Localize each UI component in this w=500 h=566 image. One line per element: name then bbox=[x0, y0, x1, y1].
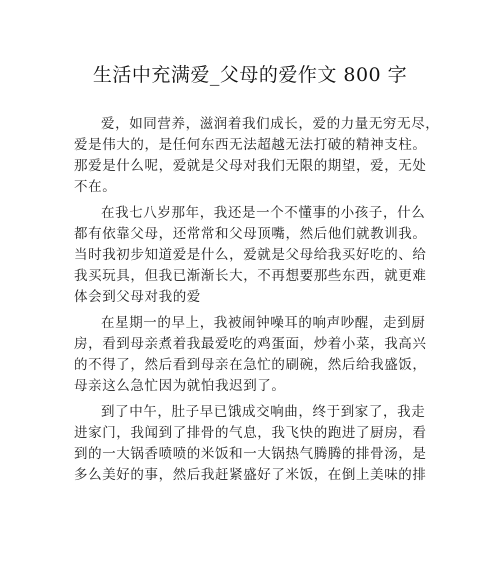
text-line: 我买玩具，但我已渐渐长大，不再想要那些东西，就更难 bbox=[74, 268, 427, 284]
text-line: 都有依靠父母，还常常和父母顶嘴，然后他们就教训我。 bbox=[74, 226, 427, 242]
text-line: 的不得了，然后看到母亲在急忙的刷碗，然后给我盛饭， bbox=[74, 357, 427, 373]
text-line: 不在。 bbox=[74, 179, 117, 195]
text-line: 在我七八岁那年，我还是一个不懂事的小孩子，什么 bbox=[101, 205, 426, 221]
document-title: 生活中充满爱_父母的爱作文 800 字 bbox=[92, 64, 408, 86]
document-body bbox=[74, 114, 440, 486]
paragraph bbox=[74, 203, 434, 308]
paragraph bbox=[74, 114, 440, 198]
paragraph bbox=[74, 402, 434, 486]
text-line: 到了中午，肚子早已饿成交响曲，终于到家了，我走 bbox=[101, 404, 426, 420]
text-line: 多么美好的事，然后我赶紧盛好了米饭，在倒上美味的排 bbox=[74, 467, 427, 483]
text-line: 到的一大锅香喷喷的米饭和一大锅热气腾腾的排骨汤，是 bbox=[74, 446, 427, 462]
text-line: 在星期一的早上，我被闹钟噪耳的响声吵醒，走到厨 bbox=[101, 315, 426, 331]
text-line: 当时我初步知道爱是什么，爱就是父母给我买好吃的、给 bbox=[74, 247, 427, 263]
text-line: 体会到父母对我的爱 bbox=[74, 289, 201, 305]
text-line: 房，看到母亲煮着我最爱吃的鸡蛋面，炒着小菜，我高兴 bbox=[74, 336, 427, 352]
text-line: 进家门，我闻到了排骨的气息，我飞快的跑进了厨房，看 bbox=[74, 425, 427, 441]
paragraph bbox=[74, 313, 434, 397]
text-line: 那爱是什么呢，爱就是父母对我们无限的期望，爱，无处 bbox=[74, 158, 427, 174]
text-line: 母亲这么急忙因为就怕我迟到了。 bbox=[74, 378, 286, 394]
text-line: 爱，如同营养，滋润着我们成长，爱的力量无穷无尽， bbox=[101, 116, 440, 132]
text-line: 爱是伟大的，是任何东西无法超越无法打破的精神支柱。 bbox=[74, 137, 427, 153]
